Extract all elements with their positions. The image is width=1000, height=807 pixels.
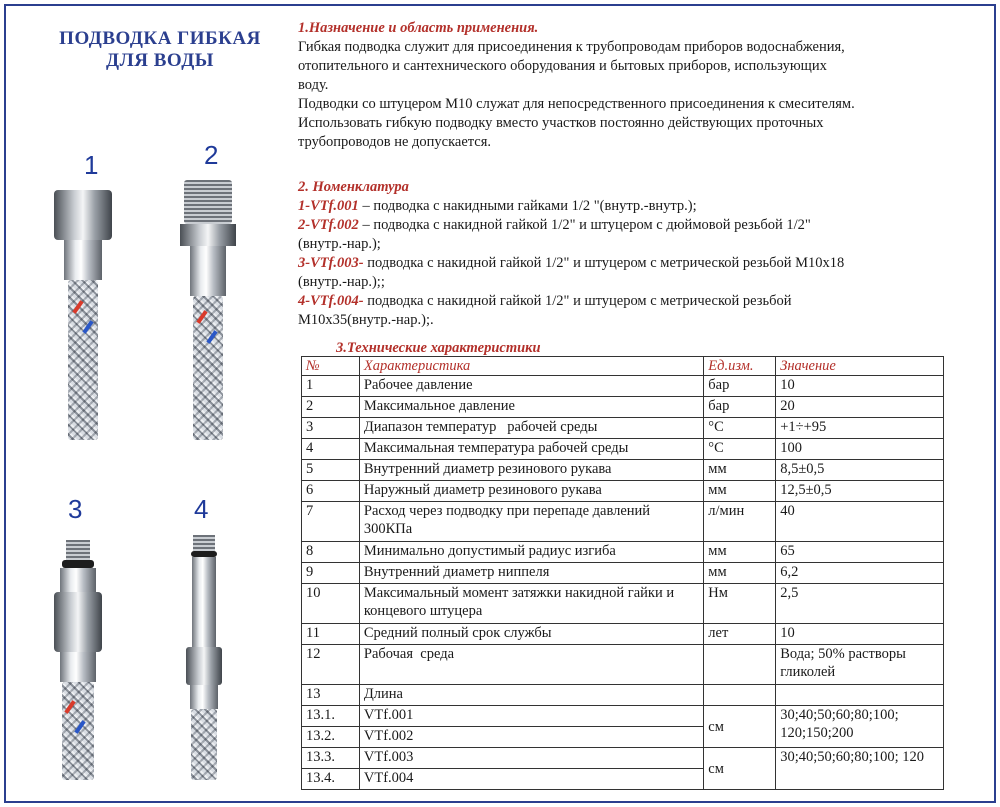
- cell-characteristic: VTf.001: [359, 706, 703, 727]
- cell-number: 10: [302, 584, 360, 624]
- item-code: 2-VTf.002: [298, 217, 359, 233]
- cell-number: 13.2.: [302, 727, 360, 748]
- cell-characteristic: Максимальный момент затяжки накидной гайки и концевого штуцера: [359, 584, 703, 624]
- cell-unit: мм: [704, 460, 776, 481]
- cell-value: 30;40;50;60;80;100; 120;150;200: [776, 706, 944, 748]
- hose-image-3: [50, 540, 106, 780]
- cell-value: [776, 685, 944, 706]
- cell-unit: см: [704, 748, 776, 790]
- table-row: [302, 460, 944, 481]
- cell-value: 10: [776, 624, 944, 645]
- table-row: [302, 685, 944, 706]
- cell-unit: °С: [704, 439, 776, 460]
- table-row: [302, 645, 944, 685]
- cell-characteristic: Длина: [359, 685, 703, 706]
- cell-value: 40: [776, 502, 944, 542]
- header-characteristic: Характеристика: [359, 357, 703, 376]
- cell-unit: °С: [704, 418, 776, 439]
- section-1: [298, 19, 988, 152]
- table-row: [302, 624, 944, 645]
- cell-value: Вода; 50% растворы гликолей: [776, 645, 944, 685]
- table-row: [302, 706, 944, 727]
- cell-number: 13.1.: [302, 706, 360, 727]
- nomenclature-item-4: [298, 292, 858, 330]
- nomenclature-item-1: [298, 197, 858, 216]
- table-row: [302, 542, 944, 563]
- cell-unit: Нм: [704, 584, 776, 624]
- cell-unit: лет: [704, 624, 776, 645]
- cell-number: 6: [302, 481, 360, 502]
- cell-number: 5: [302, 460, 360, 481]
- label-2: 2: [204, 140, 219, 170]
- cell-number: 3: [302, 418, 360, 439]
- cell-value: 65: [776, 542, 944, 563]
- cell-unit: [704, 645, 776, 685]
- section-1-paragraph-3: Использовать гибкую подводку вместо участков постоянно действующих проточных трубопроводов не допускается.: [298, 115, 824, 150]
- item-text: – подводка с накидными гайками 1/2 "(внутр.-внутр.);: [358, 198, 697, 214]
- cell-characteristic: VTf.003: [359, 748, 703, 769]
- cell-unit: мм: [704, 481, 776, 502]
- table-row: [302, 584, 944, 624]
- hose-image-2: [180, 180, 236, 440]
- table-row: [302, 481, 944, 502]
- cell-unit: см: [704, 706, 776, 748]
- section-2: [298, 178, 988, 330]
- cell-number: 2: [302, 397, 360, 418]
- table-row: [302, 376, 944, 397]
- cell-unit: бар: [704, 376, 776, 397]
- table-row: [302, 439, 944, 460]
- cell-number: 7: [302, 502, 360, 542]
- product-title-line1: ПОДВОДКА ГИБКАЯ: [59, 28, 261, 49]
- table-row: [302, 397, 944, 418]
- table-row: [302, 563, 944, 584]
- cell-characteristic: Максимальная температура рабочей среды: [359, 439, 703, 460]
- item-text: – подводка с накидной гайкой 1/2" и штуцером с дюймовой резьбой 1/2" (внутр.-нар.);: [298, 217, 811, 252]
- cell-characteristic: Минимально допустимый радиус изгиба: [359, 542, 703, 563]
- hose-image-4: [184, 535, 224, 780]
- item-code: 1-VTf.001: [298, 198, 359, 214]
- cell-value: 100: [776, 439, 944, 460]
- product-title: [30, 28, 290, 72]
- cell-characteristic: Внутренний диаметр резинового рукава: [359, 460, 703, 481]
- cell-number: 11: [302, 624, 360, 645]
- item-code: 3-VTf.003-: [298, 255, 364, 271]
- cell-value: 10: [776, 376, 944, 397]
- label-1: 1: [84, 150, 99, 180]
- cell-number: 13.3.: [302, 748, 360, 769]
- cell-number: 8: [302, 542, 360, 563]
- cell-number: 13: [302, 685, 360, 706]
- table-row: [302, 418, 944, 439]
- nomenclature-item-3: [298, 254, 858, 292]
- table-row: [302, 502, 944, 542]
- cell-characteristic: Средний полный срок службы: [359, 624, 703, 645]
- cell-unit: бар: [704, 397, 776, 418]
- cell-characteristic: Рабочее давление: [359, 376, 703, 397]
- cell-characteristic: Максимальное давление: [359, 397, 703, 418]
- nomenclature-item-2: [298, 216, 858, 254]
- hose-image-1: [54, 190, 112, 440]
- cell-unit: мм: [704, 563, 776, 584]
- product-title-line2: ДЛЯ ВОДЫ: [106, 50, 214, 71]
- cell-unit: мм: [704, 542, 776, 563]
- cell-number: 9: [302, 563, 360, 584]
- cell-characteristic: Рабочая среда: [359, 645, 703, 685]
- cell-value: 6,2: [776, 563, 944, 584]
- cell-value: 12,5±0,5: [776, 481, 944, 502]
- cell-characteristic: Расход через подводку при перепаде давлений 300КПа: [359, 502, 703, 542]
- cell-characteristic: Внутренний диаметр ниппеля: [359, 563, 703, 584]
- cell-value: 2,5: [776, 584, 944, 624]
- cell-characteristic: Диапазон температур рабочей среды: [359, 418, 703, 439]
- header-value: Значение: [776, 357, 944, 376]
- label-4: 4: [194, 494, 209, 524]
- cell-number: 1: [302, 376, 360, 397]
- label-3: 3: [68, 494, 83, 524]
- cell-value: 20: [776, 397, 944, 418]
- cell-number: 12: [302, 645, 360, 685]
- table-row: [302, 748, 944, 769]
- header-unit: Ед.изм.: [704, 357, 776, 376]
- cell-number: 13.4.: [302, 769, 360, 790]
- table-header-row: [302, 357, 944, 376]
- section-1-paragraph-2: Подводки со штуцером М10 служат для непосредственного присоединения к смесителям.: [298, 96, 855, 112]
- cell-value: 8,5±0,5: [776, 460, 944, 481]
- section-3-title: 3.Технические характеристики: [336, 340, 541, 356]
- cell-characteristic: Наружный диаметр резинового рукава: [359, 481, 703, 502]
- cell-number: 4: [302, 439, 360, 460]
- cell-characteristic: VTf.004: [359, 769, 703, 790]
- cell-characteristic: VTf.002: [359, 727, 703, 748]
- item-text: подводка с накидной гайкой 1/2" и штуцером с метрической резьбой М10х35(внутр.-нар.);.: [298, 293, 792, 328]
- cell-unit: [704, 685, 776, 706]
- header-number: №: [302, 357, 360, 376]
- cell-value: 30;40;50;60;80;100; 120: [776, 748, 944, 790]
- cell-unit: л/мин: [704, 502, 776, 542]
- item-text: подводка с накидной гайкой 1/2" и штуцером с метрической резьбой М10х18 (внутр.-нар.);;: [298, 255, 845, 290]
- section-1-paragraph-1: Гибкая подводка служит для присоединения к трубопроводам приборов водоснабжения, отопительного и сантехнического оборудования и бытовых приборов, использующих воду.: [298, 39, 845, 93]
- specs-table: [301, 356, 944, 790]
- section-1-title: 1.Назначение и область применения.: [298, 20, 539, 36]
- section-2-title: 2. Номенклатура: [298, 179, 409, 195]
- cell-value: +1÷+95: [776, 418, 944, 439]
- item-code: 4-VTf.004-: [298, 293, 364, 309]
